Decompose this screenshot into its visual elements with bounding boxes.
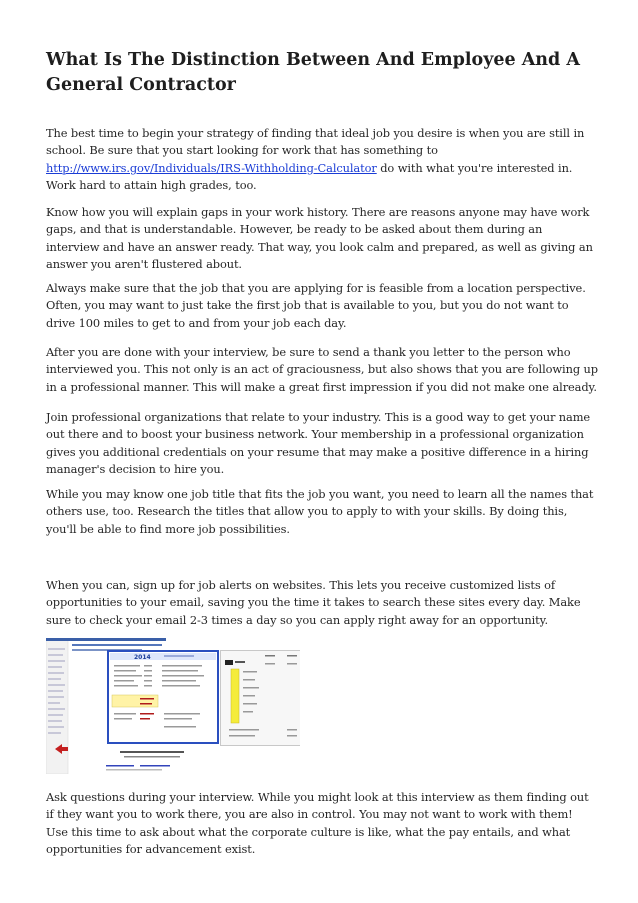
paragraph-7: When you can, sign up for job alerts on websites. This lets you receive customized lists of opportunities to your email, saving you the time it takes to search these sites every day. Make sure to check your email 2-3 times a day so you can apply right away for an opportunity. xyxy=(46,578,581,627)
paragraph-6: While you may know one job title that fits the job you want, you need to learn all the names that others use, too. Research the titles that allow you to apply to with your skills. By doing this, you'll be able to find more job possibilities. xyxy=(46,487,594,536)
paragraph-5: Join professional organizations that relate to your industry. This is a good way to get your name out there and to boost your business network. Your membership in a professional organization gives you additional credentials on your resume that may make a positive difference in a hiring manager's decision to hire you. xyxy=(46,410,591,477)
irs-withholding-calculator-link[interactable]: http://www.irs.gov/Individuals/IRS-Withholding-Calculator xyxy=(46,160,377,175)
page-title: What Is The Distinction Between And Employee And A General Contractor xyxy=(46,50,580,95)
paragraph-4: After you are done with your interview, be sure to send a thank you letter to the person who interviewed you. This not only is an act of graciousness, but also shows that you are following up in a professional manner. This will make a great first impression if you did not make one already. xyxy=(46,345,598,394)
paragraph-1-text-before: The best time to begin your strategy of finding that ideal job you desire is when you are still in school. Be sure that you start looking for work that has something to xyxy=(46,126,585,158)
paragraph-1-text-after: do with what you're interested in. Work hard to attain high grades, too. xyxy=(46,160,573,193)
withholding-results-table-graphic xyxy=(220,650,300,746)
paragraph-8: Ask questions during your interview. While you might look at this interview as them finding out if they want you to work there, you are also in control. You may not want to work with them! Use this time to ask about what the corporate culture is like, what the pay entails, and what opportunities for advancement exist. xyxy=(46,790,589,857)
calculator-year-label: 2014 xyxy=(134,654,151,661)
tax-calculator-screenshot-image xyxy=(46,638,300,774)
paragraph-2: Know how you will explain gaps in your work history. There are reasons anyone may have work gaps, and that is understandable. However, be ready to be asked about them during an interview and have an answer ready. That way, you look calm and prepared, as well as giving an answer you aren't flustered about. xyxy=(46,205,593,272)
paragraph-3: Always make sure that the job that you are applying for is feasible from a location perspective. Often, you may want to just take the first job that is available to you, but you do not want to drive 100 miles to get to and from your job each day. xyxy=(46,281,586,330)
paragraph-1 xyxy=(46,125,598,195)
